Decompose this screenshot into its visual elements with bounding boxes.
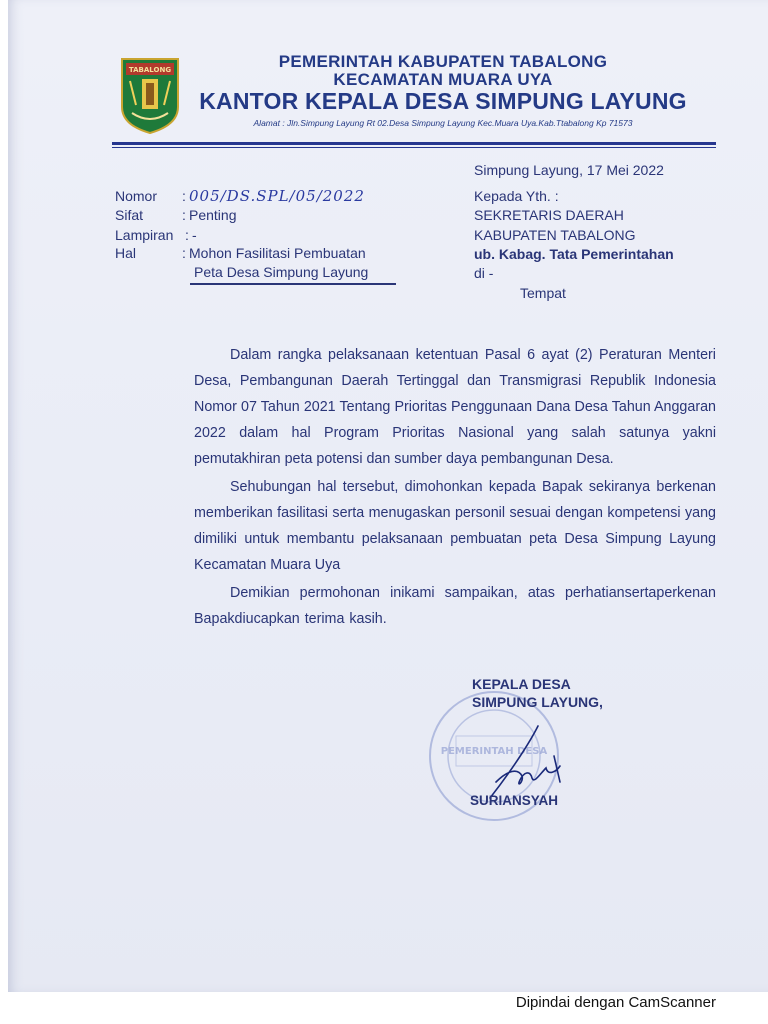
- letterhead-office: KANTOR KEPALA DESA SIMPUNG LAYUNG: [199, 88, 687, 114]
- body-paragraph-1: Dalam rangka pelaksanaan ketentuan Pasal 6 ayat (2) Peraturan Menteri Desa, Pembangunan Daerah Tertinggal dan Transmigrasi Republik Indonesia Nomor 07 Tahun 2021 Tentang Prioritas Penggunaan Dana Desa Tahun Anggaran 2022 dalam hal Program Prioritas Nasional yang salah satunya yakni pemutakhiran peta potensi dan sumber daya pembangunan Desa.: [194, 347, 716, 467]
- signer-name: SURIANSYAH: [470, 793, 559, 808]
- addressee-line1: SEKRETARIS DAERAH: [474, 207, 624, 223]
- addressee-di: di -: [474, 265, 494, 281]
- addressee-tempat: Tempat: [520, 285, 566, 301]
- tabalong-crest-icon: [118, 55, 182, 135]
- letterhead-address: Alamat : Jln.Simpung Layung Rt 02.Desa Simpung Layung Kec.Muara Uya.Kab.Ttabalong Kp 71573: [253, 118, 633, 128]
- signature-title-1: KEPALA DESA: [472, 676, 571, 692]
- nomor-label: Nomor: [115, 188, 158, 204]
- addressee-line2: KABUPATEN TABALONG: [474, 227, 636, 243]
- stamp-text: PEMERINTAH DESA: [440, 746, 548, 757]
- letterhead-government: PEMERINTAH KABUPATEN TABALONG: [278, 52, 608, 71]
- addressee-line3: ub. Kabag. Tata Pemerintahan: [474, 246, 674, 262]
- hal-value-line2: Peta Desa Simpung Layung: [194, 264, 369, 280]
- logo-text: TABALONG: [128, 66, 172, 74]
- lampiran-value: -: [192, 227, 197, 243]
- letterhead-rule-thick: [112, 142, 716, 145]
- sifat-colon: :: [182, 207, 186, 223]
- scanned-page: [8, 0, 768, 992]
- nomor-value: 005/DS.SPL/05/2022: [189, 187, 365, 205]
- hal-colon: :: [182, 245, 186, 261]
- letter-date: Simpung Layung, 17 Mei 2022: [474, 162, 664, 178]
- hal-label: Hal: [115, 245, 137, 261]
- lampiran-label: Lampiran: [115, 227, 174, 243]
- letter-body: [194, 342, 716, 632]
- signature-title-2: SIMPUNG LAYUNG,: [472, 694, 603, 710]
- sifat-value: Penting: [189, 207, 237, 223]
- hal-underline: [190, 283, 396, 285]
- nomor-colon: :: [182, 188, 186, 204]
- camscanner-footer: Dipindai dengan CamScanner: [515, 994, 716, 1011]
- body-paragraph-3: Demikian permohonan inikami sampaikan, atas perhatiansertaperkenan Bapakdiucapkan terima kasih.: [194, 585, 716, 627]
- hal-value-line1: Mohon Fasilitasi Pembuatan: [189, 245, 366, 261]
- letterhead-district: KECAMATAN MUARA UYA: [333, 70, 553, 89]
- addressee-kepada: Kepada Yth. :: [474, 188, 559, 204]
- letterhead-rule-thin: [112, 147, 716, 148]
- sifat-label: Sifat: [115, 207, 144, 223]
- lampiran-colon: :: [185, 227, 189, 243]
- body-paragraph-2: Sehubungan hal tersebut, dimohonkan kepada Bapak sekiranya berkenan memberikan fasilitasi serta menugaskan personil sesuai dengan kompetensi yang dimiliki untuk membantu pelaksanaan pembuatan peta Desa Simpung Layung Kecamatan Muara Uya: [194, 479, 716, 573]
